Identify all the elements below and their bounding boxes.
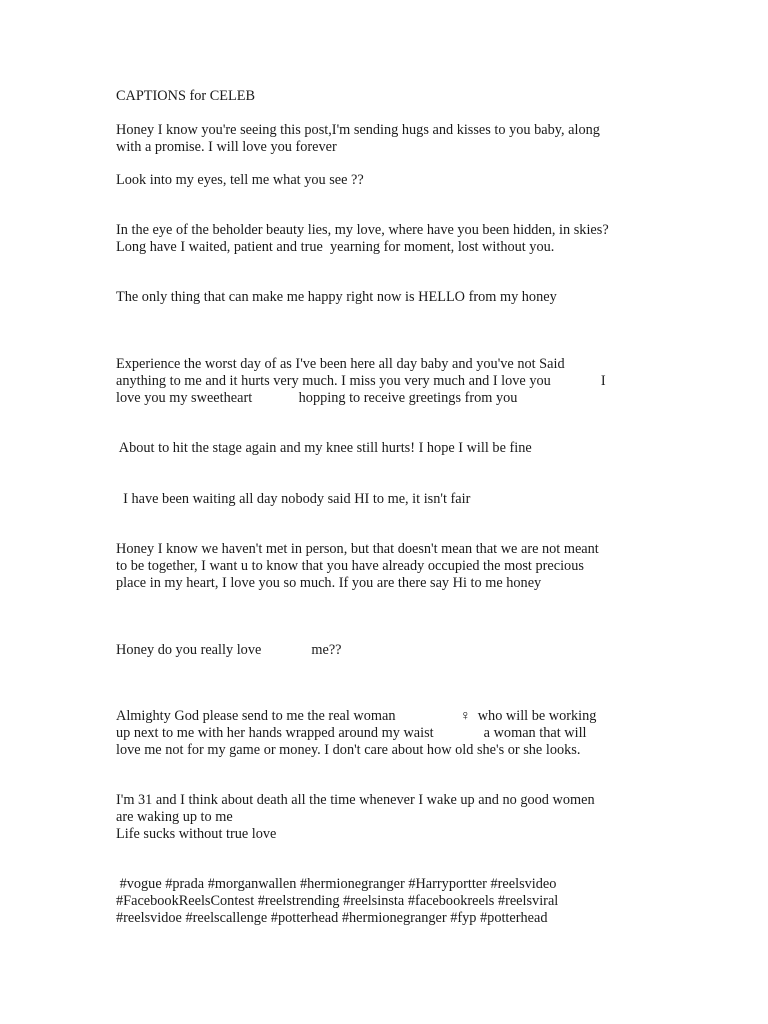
caption-line: Long have I waited, patient and true yearning for moment, lost without you. <box>116 238 555 255</box>
caption-line: Honey do you really love me?? <box>116 642 342 658</box>
caption-line: up next to me with her hands wrapped around my waist a woman that will <box>116 724 587 741</box>
caption-paragraph <box>116 356 656 406</box>
caption-line: Experience the worst day of as I've been here all day baby and you've not Said <box>116 356 565 372</box>
caption-line: place in my heart, I love you so much. If you are there say Hi to me honey <box>116 574 542 591</box>
caption-paragraph <box>116 289 656 306</box>
caption-paragraph <box>116 172 656 189</box>
document-title <box>116 88 656 105</box>
hashtag-line: #vogue #prada #morganwallen #hermionegranger #Harryportter #reelsvideo <box>116 876 557 892</box>
caption-line: Look into my eyes, tell me what you see ?? <box>116 172 364 188</box>
caption-paragraph <box>116 708 656 758</box>
caption-line: with a promise. I will love you forever <box>116 138 337 155</box>
caption-paragraph <box>116 792 656 842</box>
caption-line: About to hit the stage again and my knee still hurts! I hope I will be fine <box>116 440 532 456</box>
caption-line: are waking up to me <box>116 808 233 825</box>
caption-line: Life sucks without true love <box>116 825 277 842</box>
caption-line: anything to me and it hurts very much. I miss you very much and I love you I <box>116 372 606 389</box>
caption-paragraph <box>116 491 656 508</box>
caption-line: In the eye of the beholder beauty lies, my love, where have you been hidden, in skies? <box>116 222 609 238</box>
caption-line: Honey I know you're seeing this post,I'm sending hugs and kisses to you baby, along <box>116 122 600 138</box>
caption-line: love me not for my game or money. I don't care about how old she's or she looks. <box>116 741 581 758</box>
caption-paragraph <box>116 642 656 659</box>
hashtag-line: #FacebookReelsContest #reelstrending #reelsinsta #facebookreels #reelsviral <box>116 892 559 909</box>
caption-paragraph <box>116 222 656 256</box>
caption-line: Honey I know we haven't met in person, but that doesn't mean that we are not meant <box>116 541 599 557</box>
title-line: CAPTIONS for CELEB <box>116 88 255 104</box>
hashtag-line: #reelsvidoe #reelscallenge #potterhead #hermionegranger #fyp #potterhead <box>116 909 548 926</box>
caption-line: Almighty God please send to me the real woman ♀ who will be working <box>116 708 597 724</box>
caption-paragraph <box>116 122 656 156</box>
caption-line: I'm 31 and I think about death all the time whenever I wake up and no good women <box>116 792 595 808</box>
caption-line: to be together, I want u to know that you have already occupied the most precious <box>116 557 584 574</box>
caption-line: The only thing that can make me happy right now is HELLO from my honey <box>116 289 557 305</box>
caption-line: love you my sweetheart hopping to receive greetings from you <box>116 389 518 406</box>
caption-paragraph <box>116 541 656 591</box>
caption-line: I have been waiting all day nobody said HI to me, it isn't fair <box>116 491 471 507</box>
caption-paragraph <box>116 440 656 457</box>
hashtag-paragraph <box>116 876 656 926</box>
